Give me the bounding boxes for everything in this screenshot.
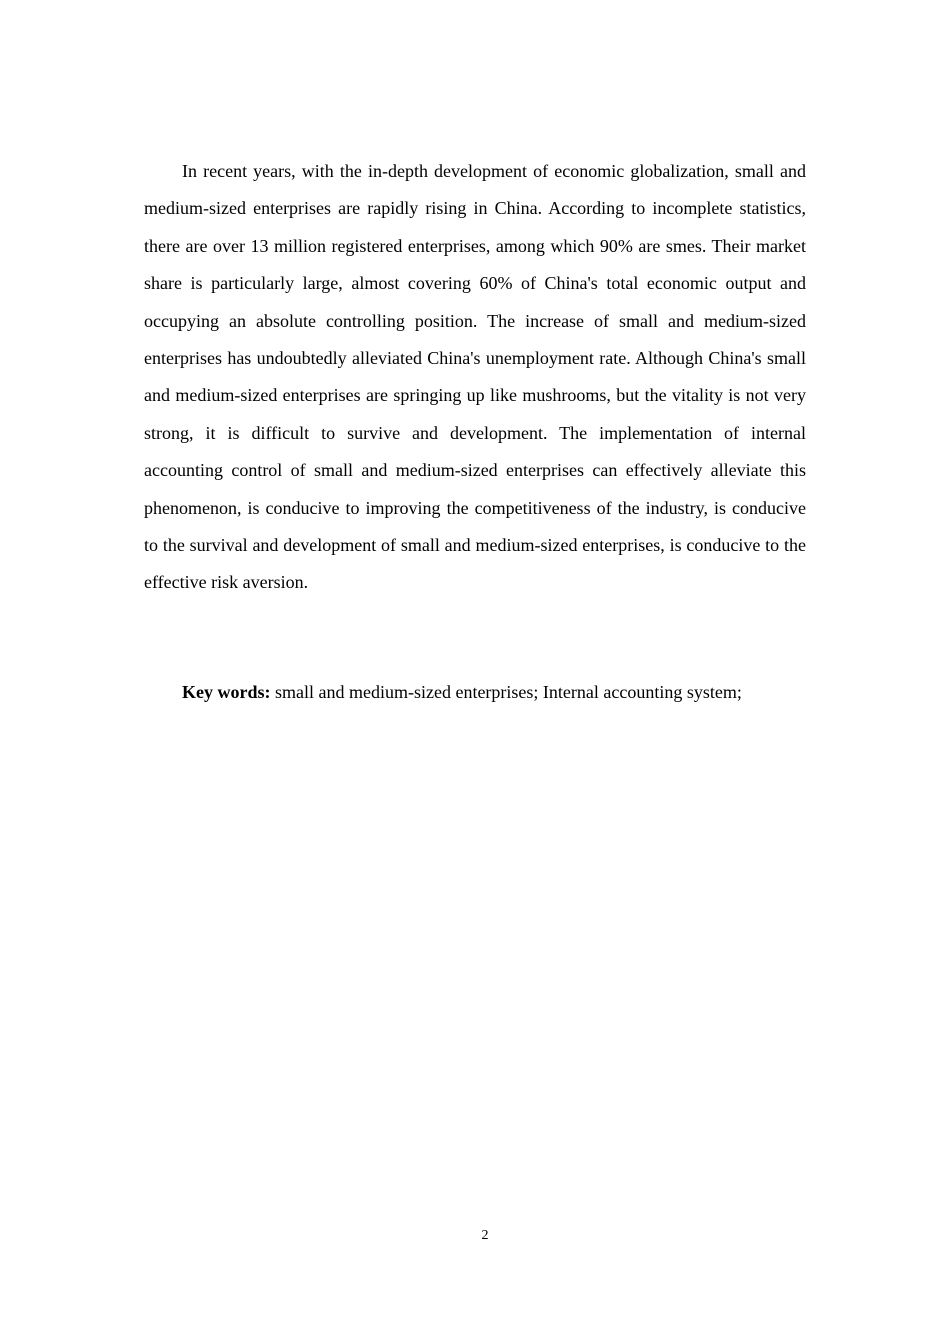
- page-number: 2: [481, 1228, 489, 1243]
- keywords-label: Key words:: [182, 682, 271, 702]
- keywords-line: [182, 675, 806, 709]
- abstract-paragraph: In recent years, with the in-depth development of economic globalization, small and medium-sized enterprises are rapidly rising in China. According to incomplete statistics, there are over 13 million registered enterprises, among which 90% are smes. Their market share is particularly large, almost covering 60% of China's total economic output and occupying an absolute controlling position. The increase of small and medium-sized enterprises has undoubtedly alleviated China's unemployment rate. Although China's small and medium-sized enterprises are springing up like mushrooms, but the vitality is not very strong, it is difficult to survive and development. The implementation of internal accounting control of small and medium-sized enterprises can effectively alleviate this phenomenon, is conducive to improving the competitiveness of the industry, is conducive to the survival and development of small and medium-sized enterprises, is conducive to the effective risk aversion.: [144, 161, 806, 593]
- keywords-value: small and medium-sized enterprises; Internal accounting system;: [270, 682, 742, 702]
